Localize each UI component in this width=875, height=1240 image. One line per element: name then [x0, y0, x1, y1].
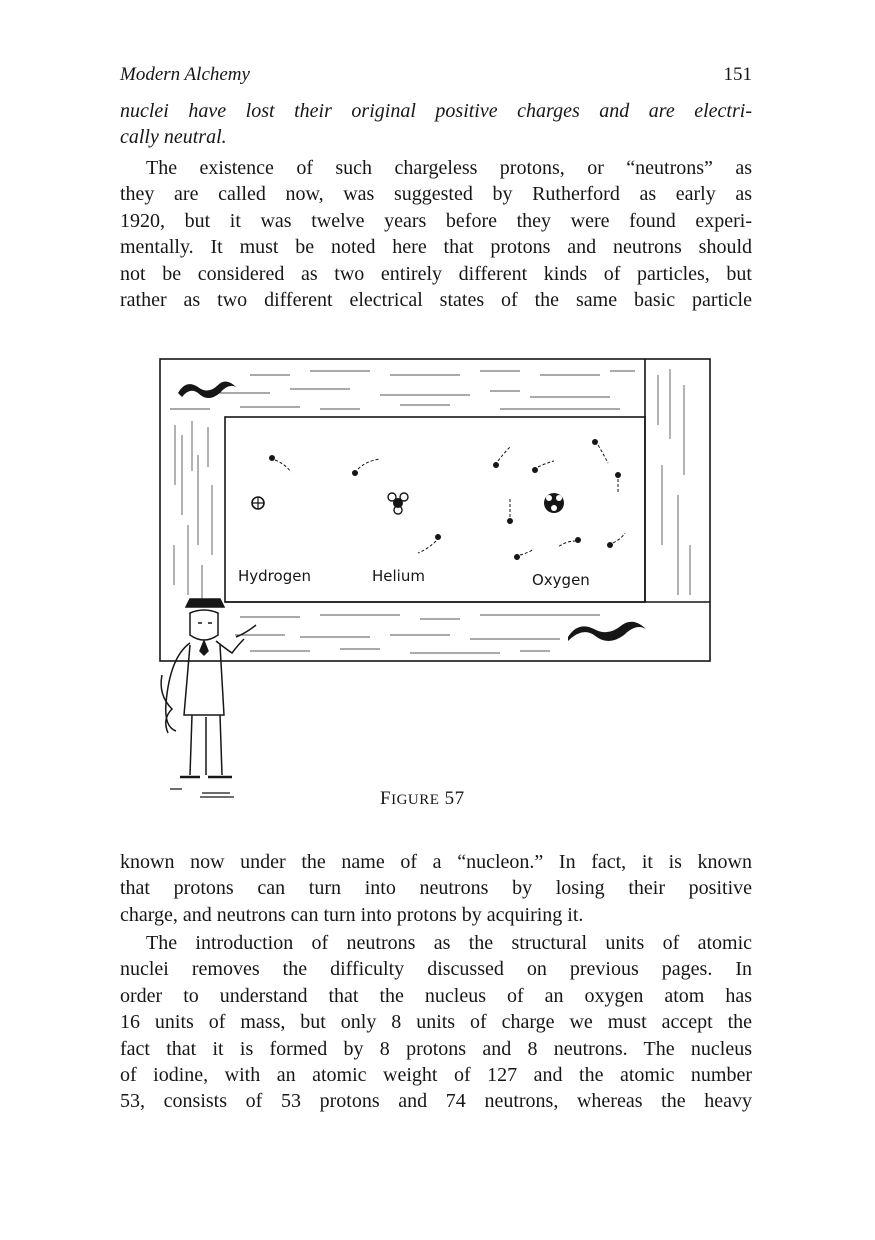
text-line: 16 units of mass, but only 8 units of charge we must accept the — [120, 1011, 752, 1034]
electron-dot — [352, 470, 358, 476]
paragraph-4 — [120, 930, 752, 1115]
text-line: order to understand that the nucleus of an oxygen atom has — [120, 984, 752, 1007]
text-line: cally neutral. — [120, 126, 227, 149]
running-head: Modern Alchemy — [120, 64, 250, 85]
text-line: 53, consists of 53 protons and 74 neutrons, whereas the heavy — [120, 1090, 752, 1113]
text-line: charge, and neutrons can turn into protons by acquiring it. — [120, 903, 584, 926]
text-line: of iodine, with an atomic weight of 127 and the atomic number — [120, 1064, 752, 1087]
text-line: rather as two different electrical states of the same basic particle — [120, 289, 752, 312]
page-header — [120, 64, 752, 92]
text-line: nuclei removes the difficulty discussed on previous pages. In — [120, 958, 752, 981]
electron-dot — [269, 455, 275, 461]
blackboard-frame — [160, 359, 710, 661]
hydrogen-atom — [252, 455, 291, 509]
text-line: they are called now, was suggested by Rutherford as early as — [120, 183, 752, 206]
label-oxygen: Oxygen — [532, 571, 590, 589]
text-line: nuclei have lost their original positive charges and are electri- — [120, 100, 752, 122]
electron-dot — [435, 534, 441, 540]
scroll-ornament-left — [178, 381, 236, 398]
figure-caption — [380, 788, 465, 810]
text-line: not be considered as two entirely different kinds of particles, but — [120, 262, 752, 285]
paragraph-3 — [120, 849, 752, 928]
caption-first-letter: F — [380, 788, 392, 809]
text-line: 1920, but it was twelve years before they were found experi- — [120, 209, 752, 232]
text-line: The introduction of neutrons as the structural units of atomic — [146, 932, 752, 954]
helium-atom — [352, 459, 441, 553]
caption-smallcaps: IGURE — [391, 792, 440, 808]
paragraph-2 — [120, 155, 752, 313]
professor-figure — [161, 599, 256, 797]
text-line: fact that it is formed by 8 protons and 8 neutrons. The nucleus — [120, 1037, 752, 1060]
scroll-ornament-right — [568, 622, 646, 641]
paragraph-1 — [120, 98, 752, 151]
oxygen-atom — [493, 439, 625, 560]
label-hydrogen: Hydrogen — [238, 567, 311, 585]
text-line: that protons can turn into neutrons by losing their positive — [120, 877, 752, 900]
caption-number: 57 — [444, 788, 465, 809]
wood-grain — [170, 369, 690, 653]
text-line: The existence of such chargeless protons, or “neutrons” as — [146, 157, 752, 179]
text-line: known now under the name of a “nucleon.” In fact, it is known — [120, 851, 752, 873]
illustration-svg — [150, 345, 720, 805]
figure-57-illustration — [150, 345, 720, 805]
text-line: mentally. It must be noted here that protons and neutrons should — [120, 236, 752, 259]
label-helium: Helium — [372, 567, 425, 585]
page-number: 151 — [723, 64, 752, 85]
